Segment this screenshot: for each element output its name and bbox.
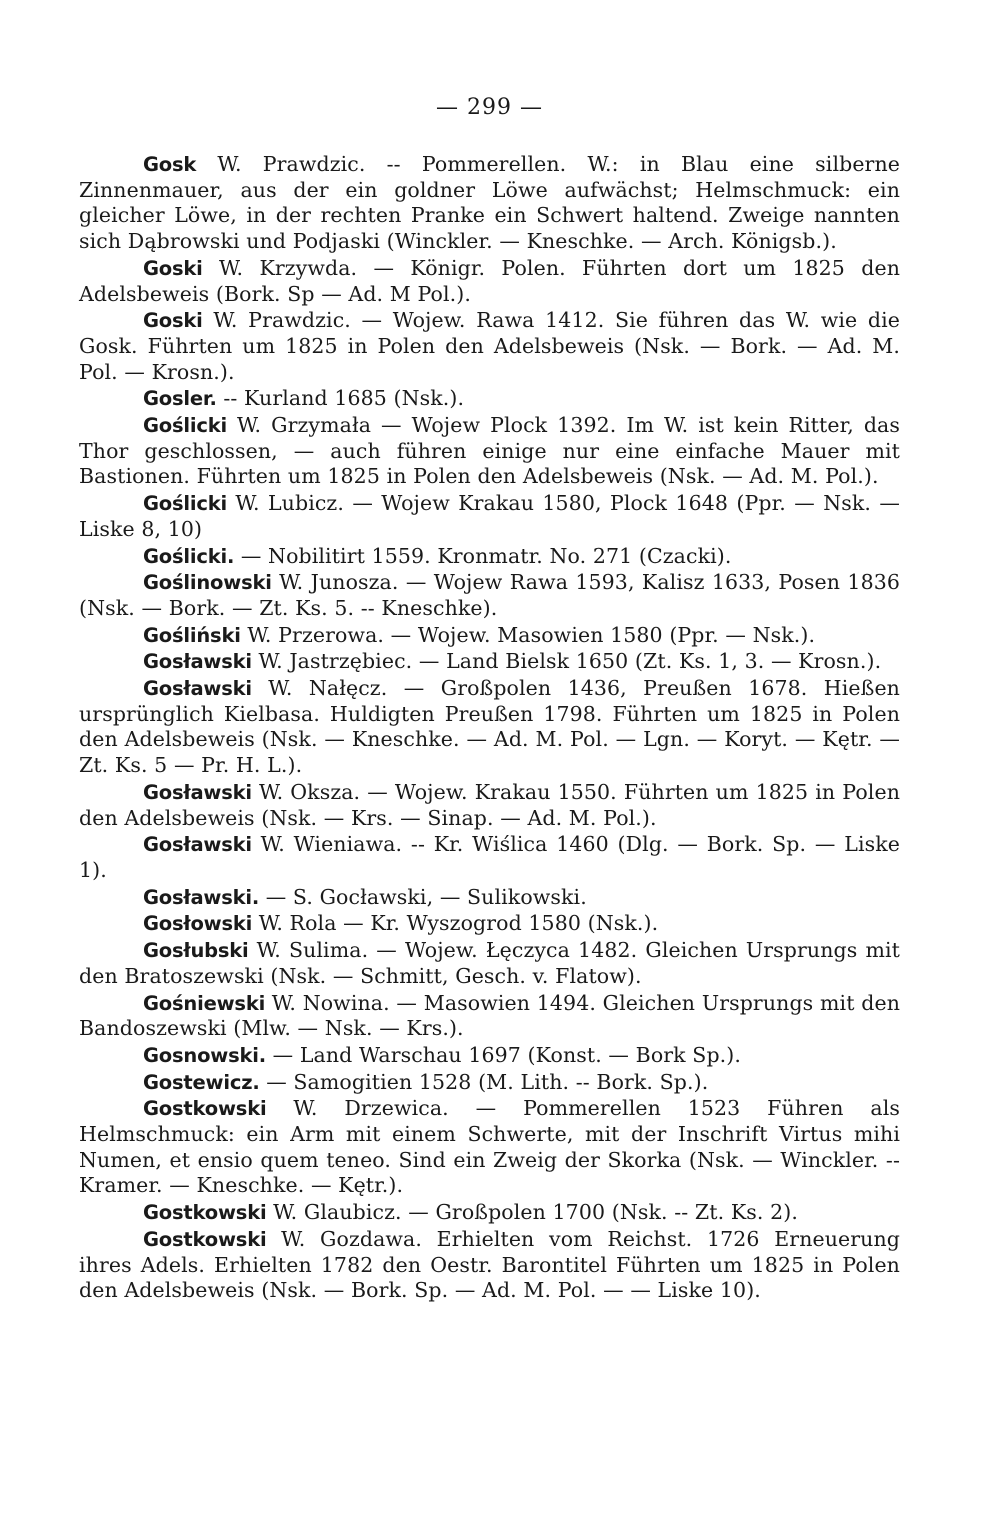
entry-surname: Gosławski	[143, 780, 252, 804]
entry-description: W. Jastrzębiec. — Land Bielsk 1650 (Zt. Ks. 1, 3. — Krosn.).	[251, 649, 882, 674]
entry-surname: Gosłubski	[143, 939, 249, 963]
entry-surname: Gosławski.	[143, 885, 260, 909]
entry	[79, 649, 900, 675]
entry	[79, 938, 900, 989]
entry-description: W. Lubicz. — Wojew Krakau 1580, Plock 1648 (Ppr. — Nsk. — Liske 8, 10)	[79, 491, 900, 541]
entry-description: W. Sulima. — Wojew. Łęczyca 1482. Gleichen Ursprungs mit den Bratoszewski (Nsk. — Schmitt, Gesch. v. Flatow).	[79, 938, 900, 988]
entry-surname: Gosławski	[143, 833, 252, 857]
entry-surname: Gosławski	[143, 650, 252, 674]
entry-surname: Gosk	[143, 153, 197, 176]
entry-description: W. Nałęcz. — Großpolen 1436, Preußen 1678. Hießen ursprünglich Kielbasa. Huldigten Preußen 1798. Führten um 1825 in Polen den Adelsbeweis (Nsk. — Kneschke. — Ad. M. Pol. — Lgn. — Koryt. — Kętr. — Zt. Ks. 5 — Pr. H. L.).	[79, 676, 900, 778]
entry-description: W. Drzewica. — Pommerellen 1523 Führen als Helmschmuck: ein Arm mit einem Schwerte, mit der Inschrift Virtus mihi Numen, et ensio quem teneo. Sind ein Zweig der Skorka (Nsk. — Winckler. -- Kramer. — Kneschke. — Kętr.).	[79, 1096, 900, 1198]
entry-description: W. Grzymała — Wojew Plock 1392. Im W. ist kein Ritter, das Thor geschlossen, — auch führen einige nur eine einfache Mauer mit Bastionen. Führten um 1825 in Polen den Adelsbeweis (Nsk. — Ad. M. Pol.).	[79, 413, 900, 489]
entry-description: — S. Gocławski, — Sulikowski.	[259, 884, 587, 909]
entry	[79, 413, 900, 490]
entry	[79, 885, 900, 911]
entry	[79, 256, 900, 307]
entry	[79, 991, 900, 1042]
entry	[79, 1200, 900, 1226]
entry	[79, 1043, 900, 1069]
entry-surname: Goski	[143, 256, 203, 280]
entry	[79, 676, 900, 779]
entry-description: W. Junosza. — Wojew Rawa 1593, Kalisz 1633, Posen 1836 (Nsk. — Bork. — Zt. Ks. 5. -- Kneschke).	[79, 570, 900, 620]
entry-surname: Gośniewski	[143, 991, 266, 1015]
entry-description: W. Krzywda. — Königr. Polen. Führten dort um 1825 den Adelsbeweis (Bork. Sp — Ad. M Pol.).	[79, 255, 900, 306]
entry-surname: Gosławski	[143, 677, 252, 701]
entry-surname: Gostkowski	[143, 1201, 267, 1225]
entry	[79, 1227, 900, 1304]
entry-description: -- Kurland 1685 (Nsk.).	[216, 386, 465, 411]
entry-description: W. Prawdzic. — Wojew. Rawa 1412. Sie führen das W. wie die Gosk. Führten um 1825 in Polen den Adelsbeweis (Nsk. — Bork. — Ad. M. Pol. — Krosn.).	[79, 308, 900, 384]
entry-surname: Gostewicz.	[143, 1070, 260, 1094]
entry-surname: Gośliński	[143, 623, 241, 647]
entry-surname: Gosler.	[143, 387, 217, 411]
entry-list	[79, 152, 900, 1304]
entry-description: — Land Warschau 1697 (Konst. — Bork Sp.).	[265, 1042, 741, 1067]
entry-surname: Gostkowski	[143, 1227, 267, 1251]
entry-description: W. Prawdzic. -- Pommerellen. W.: in Blau eine silberne Zinnenmauer, aus der ein goldner Löwe aufwächst; Helmschmuck: ein gleicher Löwe, in der rechten Pranke ein Schwert haltend. Zweige nannten sich Dąbrowski und Podjaski (Winckler. — Kneschke. — Arch. Königsb.).	[79, 152, 900, 254]
entry-surname: Goślicki.	[143, 544, 235, 568]
entry-surname: Goski	[143, 309, 203, 333]
entry-description: W. Gozdawa. Erhielten vom Reichst. 1726 Erneuerung ihres Adels. Erhielten 1782 den Oestr. Barontitel Führten um 1825 in Polen den Adelsbeweis (Nsk. — Bork. Sp. — Ad. M. Pol. — — Liske 10).	[79, 1226, 900, 1303]
page-number: — 299 —	[436, 95, 543, 120]
entry	[79, 544, 900, 570]
entry-description: — Nobilitirt 1559. Kronmatr. No. 271 (Czacki).	[234, 543, 732, 568]
entry	[79, 1070, 900, 1096]
entry-surname: Gosłowski	[143, 912, 253, 936]
entry	[79, 570, 900, 621]
entry-surname: Goślicki	[143, 414, 227, 438]
entry-description: W. Rola — Kr. Wyszogrod 1580 (Nsk.).	[252, 911, 659, 936]
entry	[79, 308, 900, 385]
entry-surname: Gostkowski	[143, 1097, 267, 1121]
entry-description: W. Oksza. — Wojew. Krakau 1550. Führten um 1825 in Polen den Adelsbeweis (Nsk. — Krs. — Sinap. — Ad. M. Pol.).	[79, 779, 900, 830]
entry	[79, 1096, 900, 1199]
entry	[79, 386, 900, 412]
entry-surname: Goślicki	[143, 492, 227, 516]
entry	[79, 780, 900, 831]
entry-surname: Gosnowski.	[143, 1043, 266, 1067]
entry-description: W. Nowina. — Masowien 1494. Gleichen Ursprungs mit den Bandoszewski (Mlw. — Nsk. — Krs.).	[79, 990, 900, 1041]
entry	[79, 623, 900, 649]
entry-surname: Goślinowski	[143, 571, 272, 595]
entry-description: W. Przerowa. — Wojew. Masowien 1580 (Ppr. — Nsk.).	[240, 622, 816, 647]
entry	[79, 491, 900, 542]
entry	[79, 911, 900, 937]
entry	[79, 152, 900, 255]
entry	[79, 832, 900, 883]
entry-description: — Samogitien 1528 (M. Lith. -- Bork. Sp.).	[259, 1069, 709, 1094]
entry-description: W. Wieniawa. -- Kr. Wiślica 1460 (Dlg. — Bork. Sp. — Liske 1).	[79, 832, 900, 882]
entry-description: W. Glaubicz. — Großpolen 1700 (Nsk. -- Zt. Ks. 2).	[266, 1200, 798, 1225]
